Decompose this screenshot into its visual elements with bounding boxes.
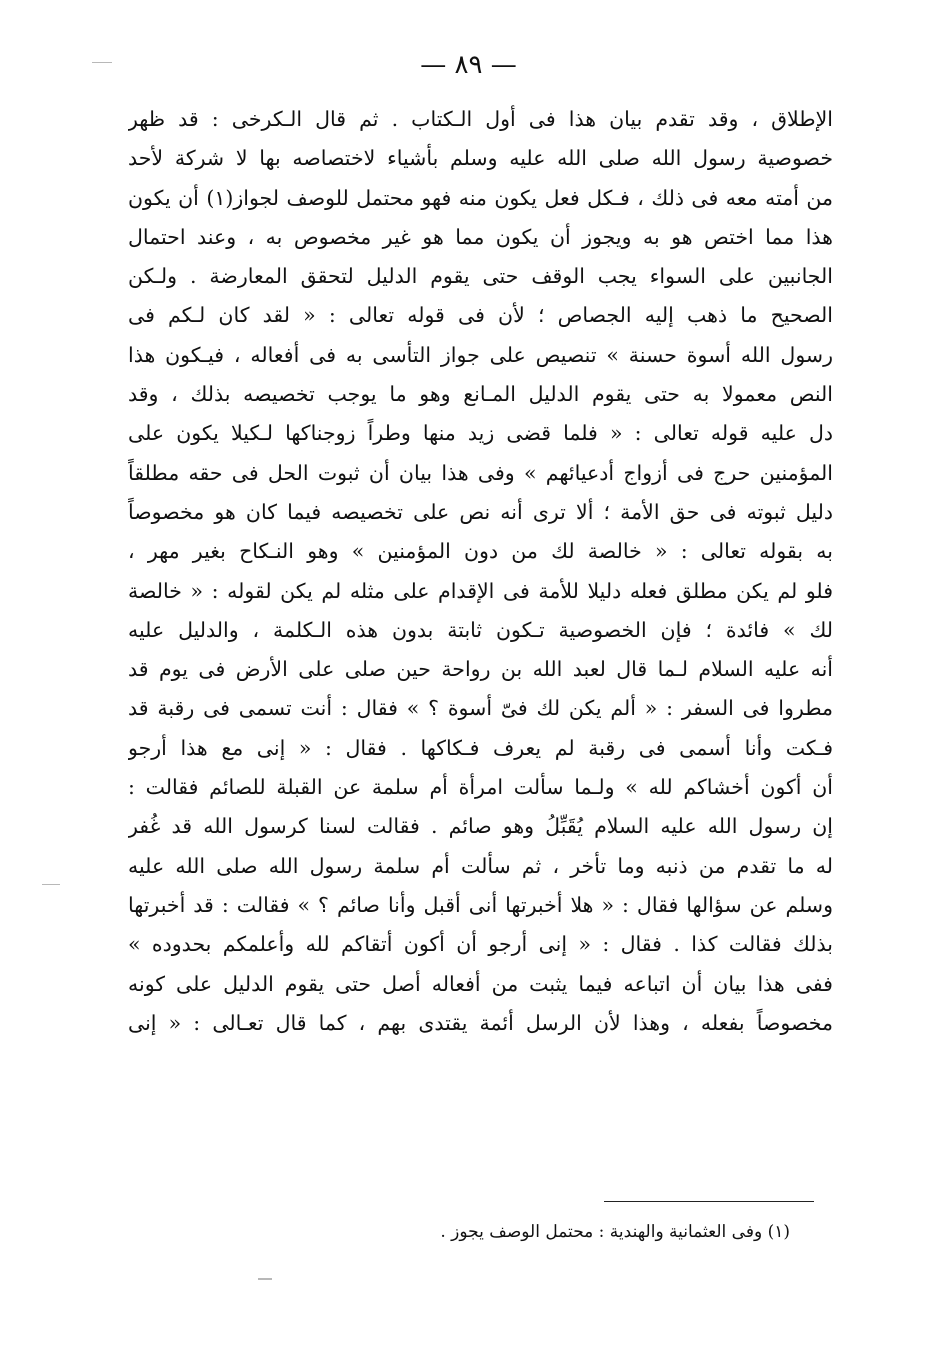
- body-text: [128, 100, 833, 1043]
- text-line: مخصوصاً بفعله ، وهذا لأن الرسل أئمة يقتدى بهم ، كما قال تعـالى : « إنى: [128, 1010, 833, 1035]
- text-line: له ما تقدم من ذنبه وما تأخر ، ثم سألت أم سلمة رسول الله صلى الله عليه: [128, 853, 833, 878]
- page-number: — ٨٩ —: [420, 50, 517, 80]
- text-line: أن أكون أخشاكم لله » ولـما سألت امرأة أم سلمة عن القبلة للصائم فقالت :: [128, 775, 833, 800]
- text-line: لك » فائدة ؛ فإن الخصوصية تـكون ثابتة بدون هذه الـكلمة ، والدليل عليه: [128, 617, 833, 642]
- footnote-divider: [604, 1201, 814, 1202]
- text-line: الإطلاق ، وقد تقدم بيان هذا فى أول الـكتاب . ثم قال الـكرخى : قد ظهر: [128, 107, 833, 131]
- text-line: أنه عليه السلام لـما قال لعبد الله بن رواحة حين صلى على الأرض فى يوم قد: [128, 657, 833, 682]
- text-line: الصحيح ما ذهب إليه الجصاص ؛ لأن فى قوله تعالى : « لقد كان لـكم فى: [128, 303, 833, 328]
- text-line: فلو لم يكن مطلق فعله دليلا للأمة فى الإقدام على مثله لم يكن لقوله : « خالصة: [128, 578, 833, 603]
- text-line: مطروا فى السفر : « ألم يكن لك فىّ أسوة ؟ » فقال : أنت تسمى فى رقبة قد: [128, 696, 833, 721]
- text-line: من أمته معه فى ذلك ، فـكل فعل يكون منه فهو محتمل للوصف لجواز(١) أن يكون: [128, 185, 833, 210]
- text-line: وسلم عن سؤالها فقال : « هلا أخبرتها أنى أقبل وأنا صائم ؟ » فقالت : قد أخبرتها: [128, 892, 833, 917]
- scan-speck: [258, 1278, 272, 1280]
- text-line: المؤمنين حرج فى أزواج أدعيائهم » وفى هذا بيان أن ثبوت الحل فى حقه مطلقاً: [128, 460, 833, 485]
- text-line: دليل ثبوته فى حق الأمة ؛ ألا ترى أنه نص على تخصيصه فيما كان هو مخصوصاً: [128, 499, 833, 524]
- scan-speck: [92, 62, 112, 63]
- text-line: رسول الله أسوة حسنة » تنصيص على جواز التأسى به فى أفعاله ، فيـكون هذا: [128, 342, 833, 367]
- text-line: بذلك فقالت كذا . فقال : « إنى أرجو أن أكون أتقاكم لله وأعلمكم بحدوده »: [128, 932, 833, 957]
- text-line: خصوصية رسول الله صلى الله عليه وسلم بأشياء لاختصاصه بها لا شركة لأحد: [128, 146, 833, 171]
- text-line: ففى هذا بيان أن اتباعه فيما يثبت من أفعاله أصل حتى يقوم الدليل على كونه: [128, 971, 833, 996]
- text-line: دل عليه قوله تعالى : « فلما قضى زيد منها وطراً زوجناكها لـكيلا يكون على: [128, 421, 833, 446]
- scan-speck: [42, 884, 60, 885]
- footnote: (١) وفى العثمانية والهندية : محتمل الوصف يجوز .: [440, 1222, 790, 1242]
- text-line: هذا مما اختص هو به ويجوز أن يكون مما هو غير مخصوص به ، وعند احتمال: [128, 224, 833, 249]
- text-line: النص معمولا به حتى يقوم الدليل المـانع وهو ما يوجب تخصيصه بذلك ، وقد: [128, 382, 833, 407]
- text-line: به بقوله تعالى : « خالصة لك من دون المؤمنين » وهو النـكاح بغير مهر ،: [128, 539, 833, 564]
- text-line: فـكت وأنا أسمى فى رقبة لم يعرف فـكاكها . فقال : « إنى مع هذا أرجو: [128, 735, 833, 760]
- text-line: الجانبين على السواء يجب الوقف حتى يقوم الدليل لتحقق المعارضة . ولـكن: [128, 264, 833, 289]
- text-line: إن رسول الله عليه السلام يُقَبِّلُ وهو صائم . فقالت لسنا كرسول الله قد غُفر: [128, 814, 833, 839]
